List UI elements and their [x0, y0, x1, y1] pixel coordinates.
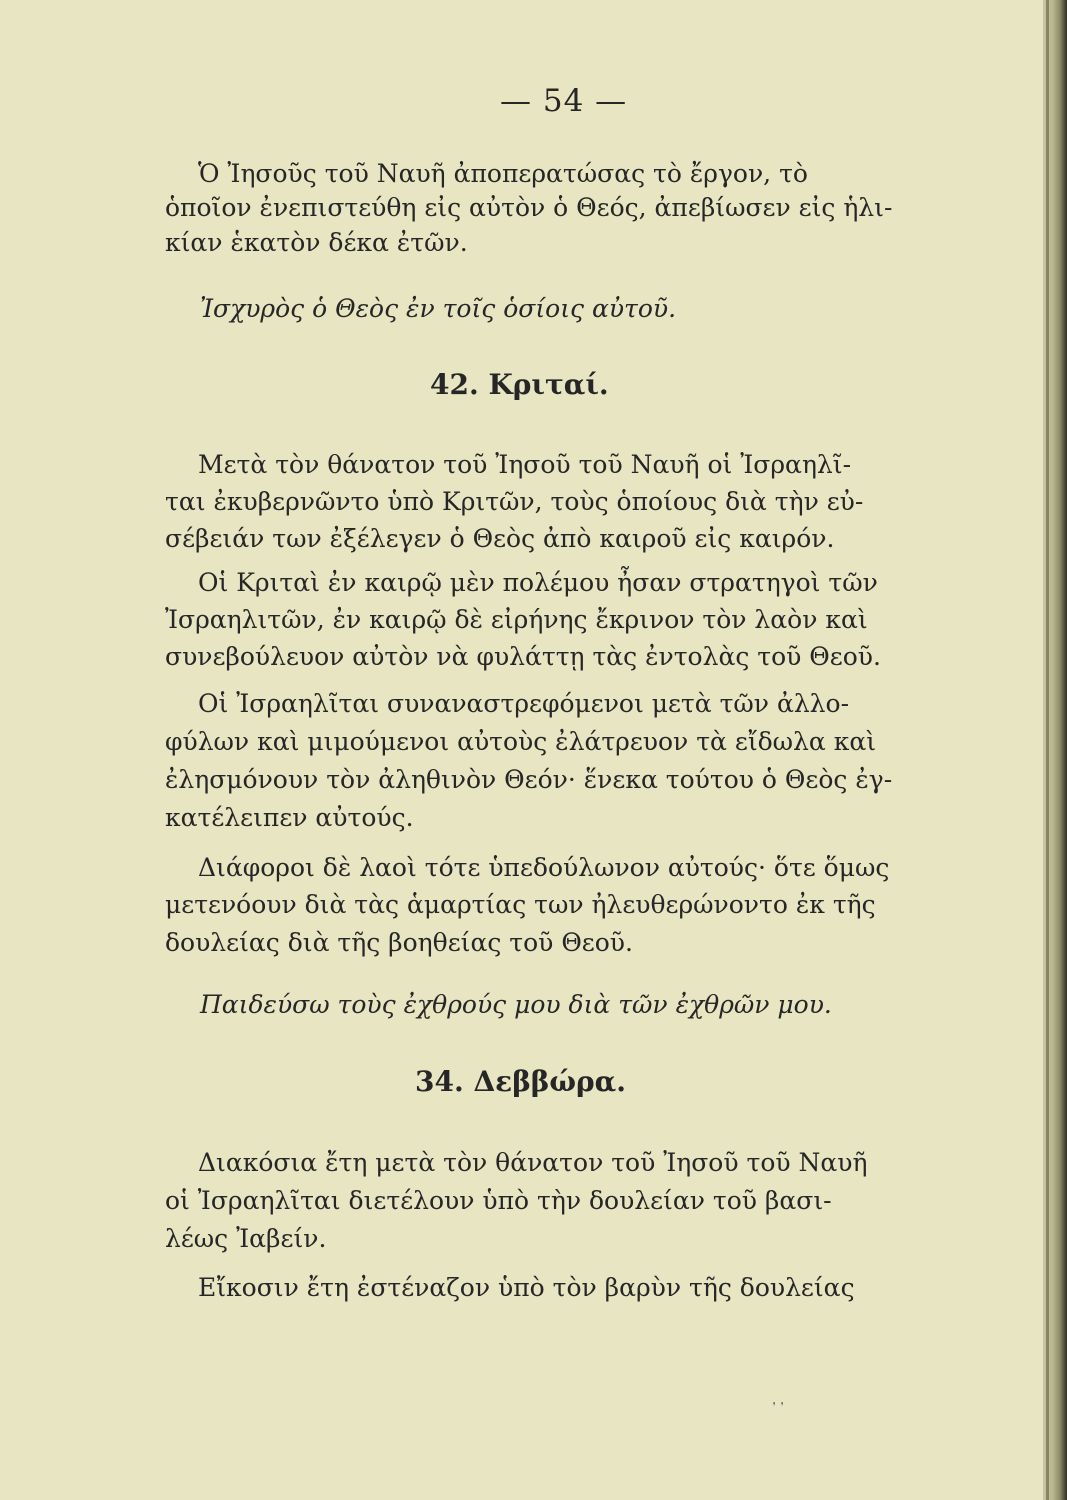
section-42-p3-line-2: φύλων καὶ μιμούμενοι αὐτοὺς ἐλάτρευον τὰ εἴδωλα καὶ	[165, 727, 877, 756]
intro-quote: Ἰσχυρὸς ὁ Θεὸς ἐν τοῖς ὁσίοις αὐτοῦ.	[200, 294, 677, 323]
section-42-p4-line-1: Διάφοροι δὲ λαοὶ τότε ὑπεδούλωνον αὐτούς· ὅτε ὅμως	[198, 853, 890, 882]
section-34-p2-line-1: Εἴκοσιν ἔτη ἐστέναζον ὑπὸ τὸν βαρὺν τῆς δουλείας	[198, 1273, 855, 1302]
intro-line-2: ὁποῖον ἐνεπιστεύθη εἰς αὐτὸν ὁ Θεός, ἀπεβίωσεν εἰς ἡλι-	[165, 193, 893, 222]
section-42-p2-line-2: Ἰσραηλιτῶν, ἐν καιρῷ δὲ εἰρήνης ἔκρινον τὸν λαὸν καὶ	[165, 605, 868, 634]
section-42-heading: 42. Κριταί.	[430, 368, 609, 401]
section-42-p1-line-1: Μετὰ τὸν θάνατον τοῦ Ἰησοῦ τοῦ Ναυῆ οἱ Ἰσραηλῖ-	[198, 450, 852, 479]
section-34-heading: 34. Δεββώρα.	[415, 1065, 626, 1098]
section-42-p2-line-3: συνεβούλευον αὐτὸν νὰ φυλάττῃ τὰς ἐντολὰς τοῦ Θεοῦ.	[165, 642, 881, 671]
section-42-quote: Παιδεύσω τοὺς ἐχθρούς μου διὰ τῶν ἐχθρῶν μου.	[200, 990, 832, 1019]
intro-line-3: κίαν ἑκατὸν δέκα ἐτῶν.	[165, 228, 468, 257]
section-34-p1-line-2: οἱ Ἰσραηλῖται διετέλουν ὑπὸ τὴν δουλείαν τοῦ βασι-	[165, 1186, 832, 1215]
section-34-p1-line-1: Διακόσια ἔτη μετὰ τὸν θάνατον τοῦ Ἰησοῦ τοῦ Ναυῆ	[198, 1148, 868, 1177]
section-42-p1-line-3: σέβειάν των ἐξέλεγεν ὁ Θεὸς ἀπὸ καιροῦ εἰς καιρόν.	[165, 524, 835, 553]
section-34-p1-line-3: λέως Ἰαβείν.	[165, 1224, 327, 1253]
section-42-p4-line-3: δουλείας διὰ τῆς βοηθείας τοῦ Θεοῦ.	[165, 928, 633, 957]
section-42-p1-line-2: ται ἐκυβερνῶντο ὑπὸ Κριτῶν, τοὺς ὁποίους διὰ τὴν εὐ-	[165, 487, 864, 516]
section-42-p3-line-4: κατέλειπεν αὐτούς.	[165, 803, 414, 832]
section-42-p4-line-2: μετενόουν διὰ τὰς ἁμαρτίας των ἠλευθερώνοντο ἐκ τῆς	[165, 890, 876, 919]
intro-line-1: Ὁ Ἰησοῦς τοῦ Ναυῆ ἀποπερατώσας τὸ ἔργον, τὸ	[198, 159, 808, 188]
page-number: — 54 —	[500, 83, 628, 119]
binding-shadow-line	[1046, 0, 1049, 1500]
section-42-p3-line-1: Οἱ Ἰσραηλῖται συναναστρεφόμενοι μετὰ τῶν ἀλλο-	[198, 689, 850, 718]
section-42-p2-line-1: Οἱ Κριταὶ ἐν καιρῷ μὲν πολέμου ἦσαν στρατηγοὶ τῶν	[198, 568, 878, 597]
pencil-mark: ᾽᾽	[770, 1400, 786, 1419]
section-42-p3-line-3: ἐλησμόνουν τὸν ἀληθινὸν Θεόν· ἕνεκα τούτου ὁ Θεὸς ἐγ-	[165, 765, 893, 794]
